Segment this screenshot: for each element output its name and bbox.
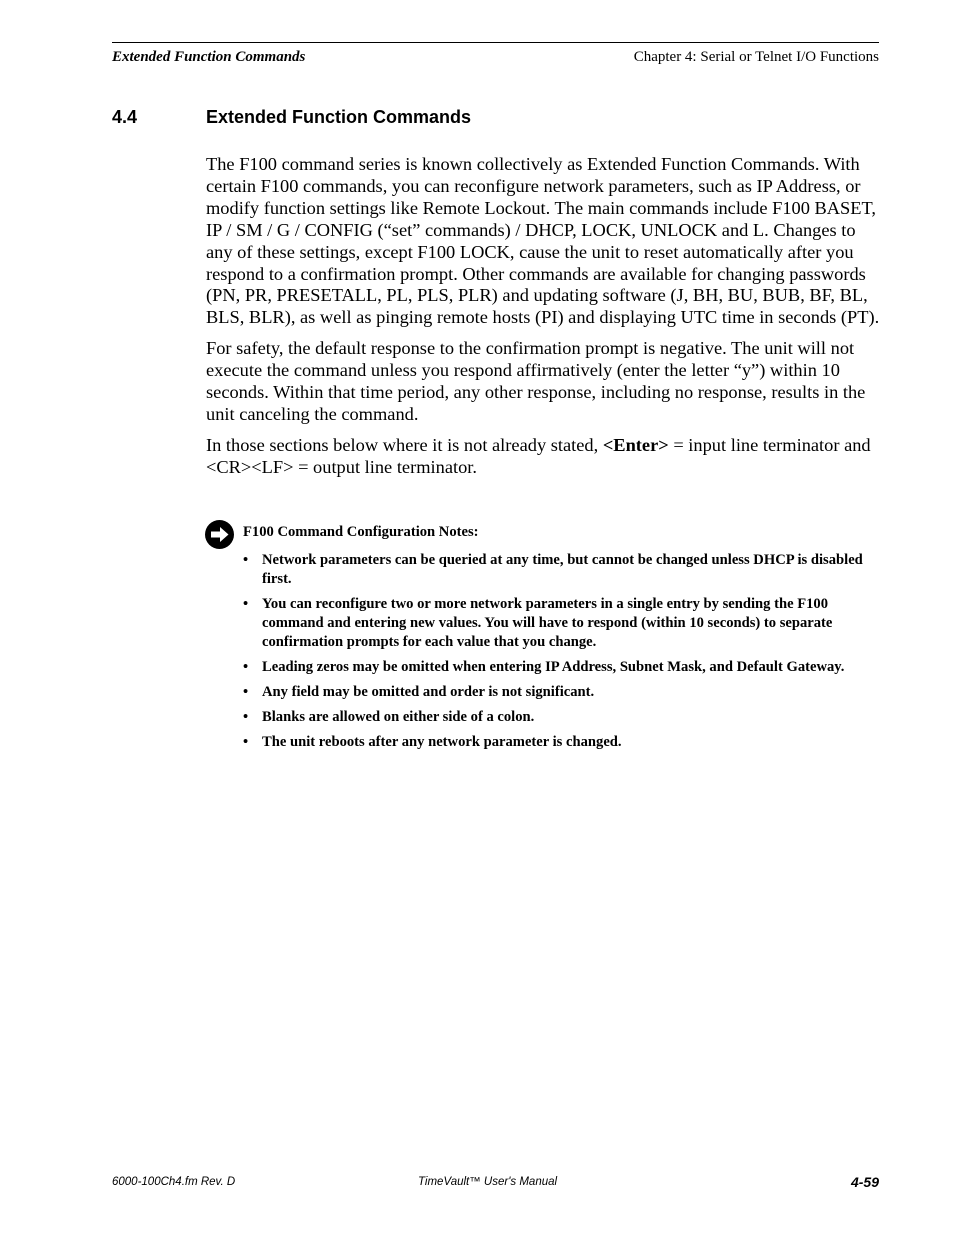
bullet-icon: •	[243, 659, 249, 675]
footer-manual-title: TimeVault™ User's Manual	[418, 1176, 558, 1188]
note-list	[243, 551, 883, 758]
paragraph-intro: The F100 command series is known collectively as Extended Function Commands. With certain F100 commands, you can reconfigure network parameters, such as IP Address, or modify function settings like Remote Lockout. The main commands include F100 BASET, IP / SM / G / CONFIG (“set” commands) / DHCP, LOCK, UNLOCK and L. Changes to any of these settings, except F100 LOCK, cause the unit to reset automatically after you respond to a confirmation prompt. Other commands are available for changing passwords (PN, PR, PRESETALL, PL, PLS, PLR) and updating software (J, BH, BU, BUB, BF, BL, BLS, BLR), as well as pinging remote hosts (PI) and displaying UTC time in seconds (PT).	[206, 154, 880, 328]
enter-key-label: <Enter>	[602, 434, 669, 455]
bullet-icon: •	[243, 734, 249, 750]
terminator-text-after: = input line terminator and <CR><LF> = output line terminator.	[206, 434, 871, 477]
list-item-text: The unit reboots after any network parameter is changed.	[262, 734, 622, 750]
header-rule	[112, 42, 879, 43]
bullet-icon: •	[243, 684, 249, 700]
list-item	[243, 551, 883, 589]
bullet-icon: •	[243, 709, 249, 725]
list-item	[243, 733, 883, 752]
list-item-text: Any field may be omitted and order is not significant.	[262, 684, 595, 700]
list-item	[243, 658, 883, 677]
paragraph-terminators	[206, 435, 886, 479]
running-header-left: Extended Function Commands	[112, 49, 306, 65]
bullet-icon: •	[243, 552, 249, 568]
list-item	[243, 683, 883, 702]
terminator-text-before: In those sections below where it is not already stated,	[206, 434, 603, 455]
bullet-icon: •	[243, 596, 249, 612]
list-item	[243, 595, 883, 652]
paragraph-safety: For safety, the default response to the confirmation prompt is negative. The unit will not execute the command unless you respond affirmatively (enter the letter “y”) within 10 seconds. Within that time period, any other response, including no response, results in the unit canceling the command.	[206, 338, 866, 424]
note-title: F100 Command Configuration Notes:	[243, 524, 479, 540]
body-text	[206, 154, 886, 488]
section-title: Extended Function Commands	[206, 107, 472, 127]
footer-file-name: 6000-100Ch4.fm Rev. D	[112, 1176, 236, 1188]
arrow-right-circle-icon	[205, 520, 234, 549]
list-item-text: You can reconfigure two or more network parameters in a single entry by sending the F100 command and entering new values. You will have to respond (within 10 seconds) to separate confirmation prompts for each value that you change.	[262, 596, 833, 650]
running-header-right: Chapter 4: Serial or Telnet I/O Functions	[633, 49, 879, 65]
list-item	[243, 708, 883, 727]
section-number: 4.4	[112, 107, 138, 127]
list-item-text: Network parameters can be queried at any time, but cannot be changed unless DHCP is disabled first.	[262, 552, 863, 587]
list-item-text: Blanks are allowed on either side of a colon.	[262, 709, 535, 725]
list-item-text: Leading zeros may be omitted when entering IP Address, Subnet Mask, and Default Gateway.	[262, 659, 845, 675]
page-number: 4-59	[850, 1174, 879, 1190]
